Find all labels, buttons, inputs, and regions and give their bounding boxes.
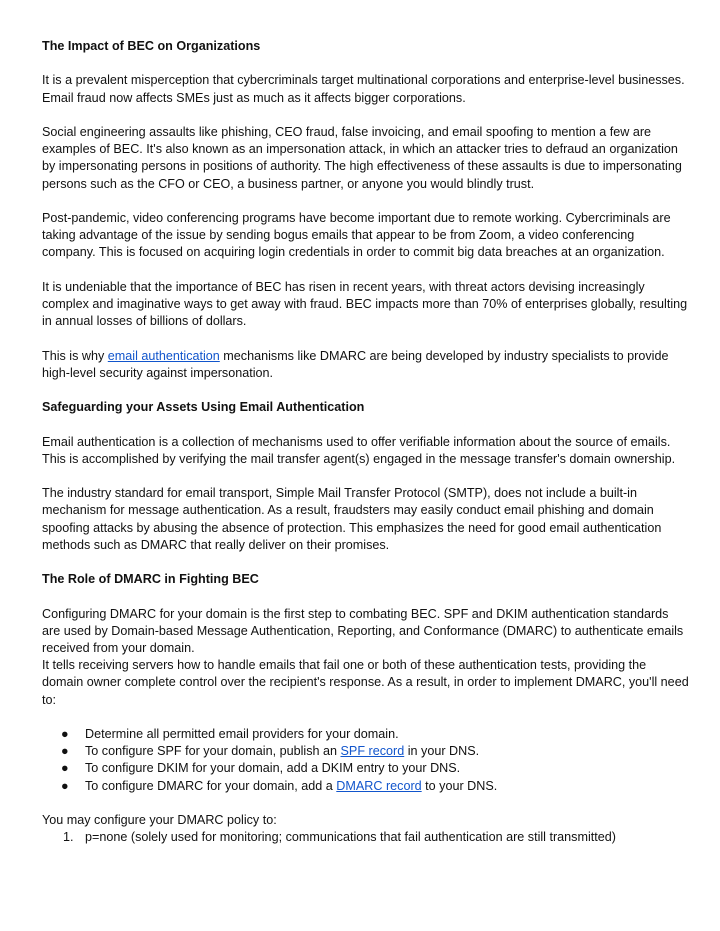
list-item: [42, 778, 690, 795]
list-item: [42, 760, 690, 777]
spf-record-link[interactable]: SPF record: [340, 744, 405, 759]
paragraph: It is undeniable that the importance of BEC has risen in recent years, with threat actors devising increasingly complex and imaginative ways to get away with fraud. BEC impacts more than 70% of enterprises globally, resulting in annual losses of billions of dollars.: [42, 279, 688, 329]
paragraph: The industry standard for email transport, Simple Mail Transfer Protocol (SMTP), does not include a built-in mechanism for message authentication. As a result, fraudsters may easily conduct email phishing and domain spoofing attacks by abusing the absence of protection. This emphasizes the need for good email authentication methods such as DMARC that really deliver on their promises.: [42, 486, 662, 552]
bullet-icon: ●: [61, 744, 69, 759]
list-item-text: Determine all permitted email providers for your domain.: [85, 726, 399, 741]
section-heading-impact: The Impact of BEC on Organizations: [42, 39, 261, 53]
bullet-icon: ●: [61, 761, 69, 776]
paragraph: Social engineering assaults like phishing, CEO fraud, false invoicing, and email spoofing to mention a few are examples of BEC. It's also known as an impersonation attack, in which an attacker tries to defraud an organization by impersonating persons in positions of authority. The high effectiveness of these assaults is due to impersonating persons such as the CFO or CEO, a business partner, or anyone you would blindly trust.: [42, 124, 682, 191]
paragraph: Post-pandemic, video conferencing programs have become important due to remote working. Cybercriminals are taking advantage of the issue by sending bogus emails that appear to be from Zoom, a video conferencing company. This is focused on acquiring login credentials in order to commit big data breaches at an organization.: [42, 210, 671, 260]
list-item-text: to your DNS.: [421, 778, 498, 793]
paragraph: It tells receiving servers how to handle emails that fail one or both of these authentication tests, providing the domain owner complete control over the recipient's response. As a result, in order to implement DMARC, you'll need to:: [42, 658, 689, 707]
bullet-list: [42, 726, 690, 795]
list-item-text: To configure DMARC for your domain, add a: [85, 778, 337, 793]
section-heading-role: The Role of DMARC in Fighting BEC: [42, 572, 259, 587]
paragraph-text: mechanisms like DMARC are being developed by industry specialists to provide high-level security against impersonation.: [42, 348, 669, 380]
email-authentication-link[interactable]: email authentication: [107, 348, 220, 363]
bullet-icon: ●: [61, 778, 69, 793]
bullet-icon: ●: [61, 726, 69, 741]
section-heading-safeguarding: Safeguarding your Assets Using Email Authentication: [42, 400, 365, 415]
list-item-text: To configure SPF for your domain, publish an: [85, 744, 341, 759]
dmarc-record-link[interactable]: DMARC record: [336, 778, 422, 793]
list-number: 1.: [63, 830, 74, 845]
list-item-text: p=none (solely used for monitoring; communications that fail authentication are still transmitted): [85, 830, 616, 845]
list-item-text: To configure DKIM for your domain, add a DKIM entry to your DNS.: [85, 761, 461, 776]
list-item: [42, 726, 690, 743]
paragraph: Email authentication is a collection of mechanisms used to offer verifiable information about the source of emails. This is accomplished by verifying the mail transfer agent(s) engaged in the message transfer's domain ownership.: [42, 434, 676, 466]
paragraph: It is a prevalent misperception that cybercriminals target multinational corporations and enterprise-level businesses. Email fraud now affects SMEs just as much as it affects bigger corporations.: [42, 73, 685, 105]
list-item: [42, 829, 690, 846]
paragraph: You may configure your DMARC policy to:: [42, 812, 277, 827]
paragraph-text: This is why: [42, 348, 108, 363]
numbered-list: [42, 829, 690, 846]
paragraph-with-link: [42, 348, 690, 382]
list-item-text: in your DNS.: [404, 744, 480, 759]
paragraph: Configuring DMARC for your domain is the first step to combating BEC. SPF and DKIM authentication standards are used by Domain-based Message Authentication, Reporting, and Conformance (DMARC) to authenticate emails received from your domain.: [42, 606, 684, 655]
list-item: [42, 743, 690, 760]
